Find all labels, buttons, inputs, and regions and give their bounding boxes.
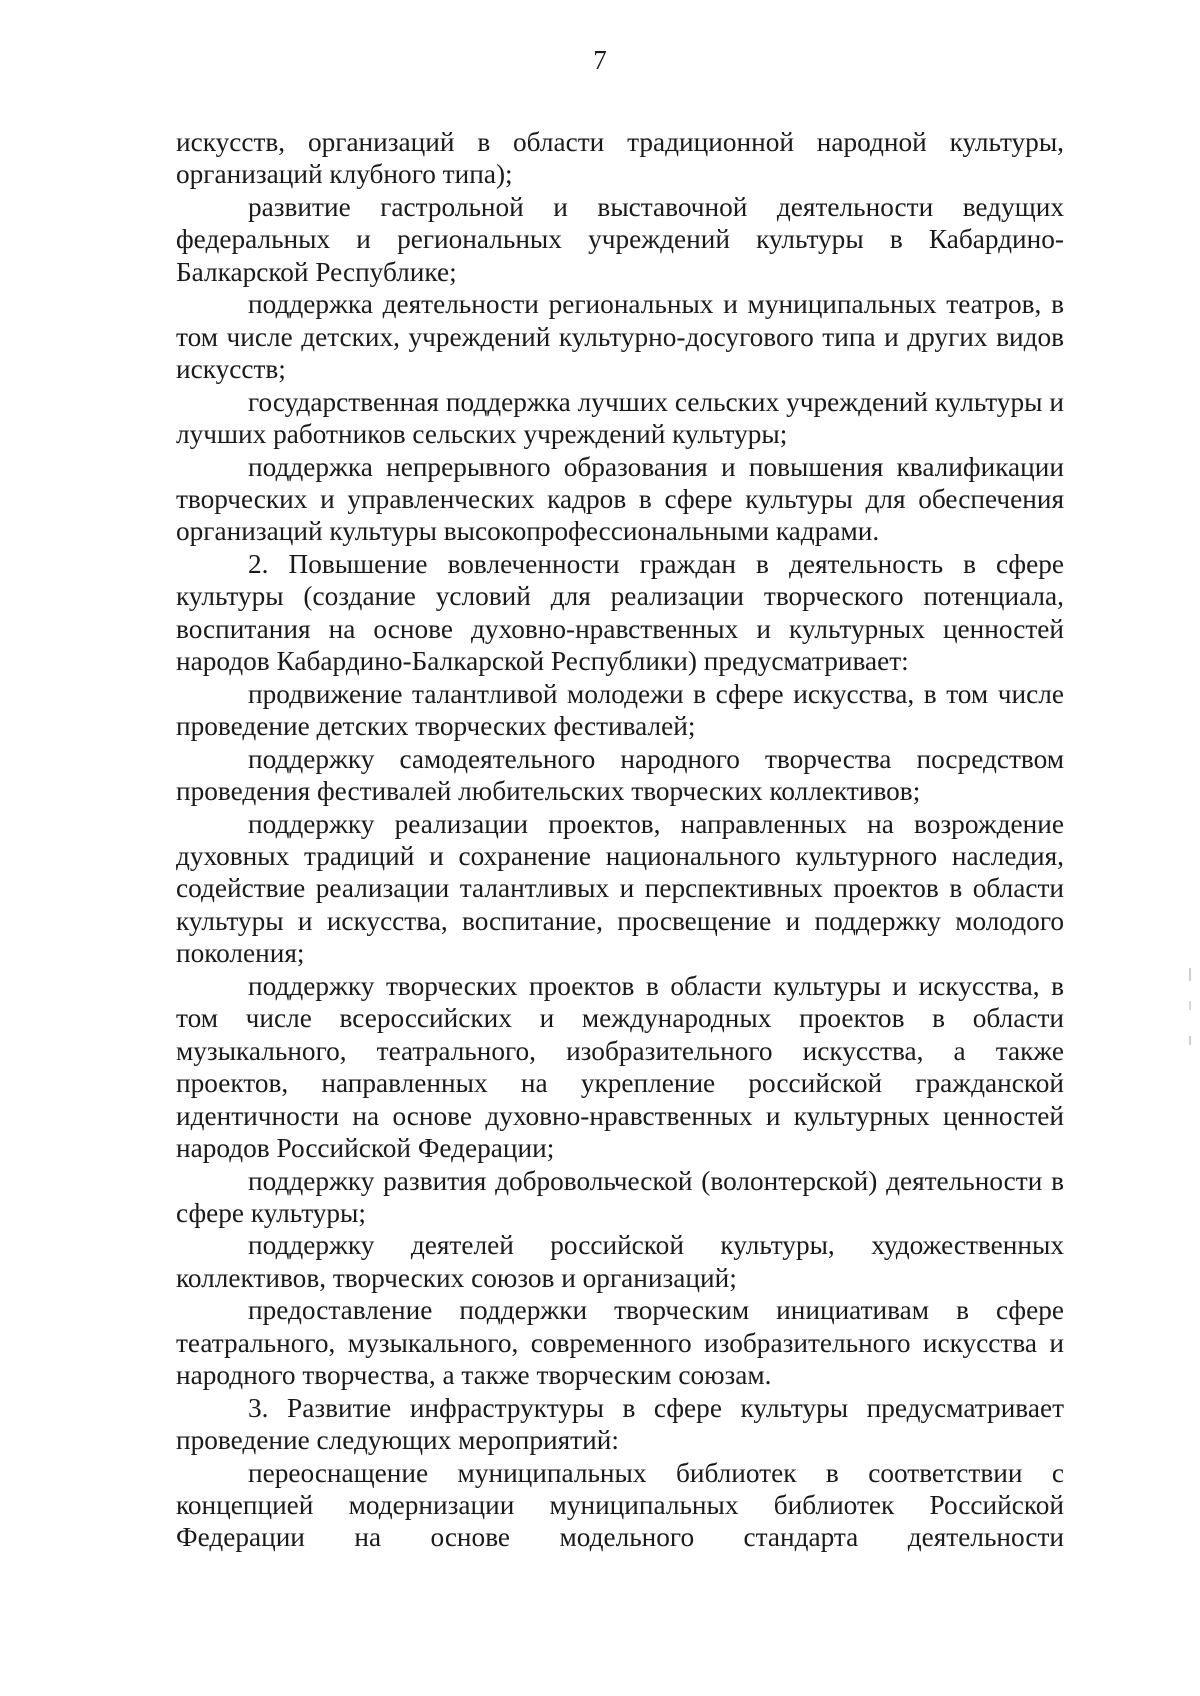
paragraph-spiritual-traditions: поддержку реализации проектов, направленных на возрождение духовных традиций и сохранение национального культурного наследия, содействие реализации талантливых и перспективных проектов в области культуры и искусства, воспитание, просвещение и поддержку молодого поколения; [176,808,1064,969]
paragraph-theatre-support: поддержка деятельности региональных и муниципальных театров, в том числе детских, учреждений культурно-досугового типа и других видов искусств; [176,289,1064,385]
page-number: 7 [593,45,607,75]
paragraph-volunteering: поддержку развития добровольческой (волонтерской) деятельности в сфере культуры; [176,1165,1064,1228]
scan-margin-mark [1189,968,1191,1078]
paragraph-continuation: искусств, организаций в области традиционной народной культуры, организаций клубного типа); [176,127,1064,190]
paragraph-library-reequipment: переоснащение муниципальных библиотек в соответствии с концепцией модернизации муниципальных библиотек Российской Федерации на основе модельного стандарта деятельности [176,1457,1064,1553]
paragraph-creative-projects: поддержку творческих проектов в области культуры и искусства, в том числе всероссийских и международных проектов в области музыкального, театрального, изобразительного искусства, а также проектов, направленных на укрепление российской гражданской идентичности на основе духовно-нравственных и культурных ценностей народов Российской Федерации; [176,970,1064,1164]
paragraph-cultural-figures: поддержку деятелей российской культуры, художественных коллективов, творческих союзов и организаций; [176,1230,1064,1293]
paragraph-creative-initiatives: предоставление поддержки творческим инициативам в сфере театрального, музыкального, современного изобразительного искусства и народного творчества, а также творческим союзам. [176,1295,1064,1391]
paragraph-touring-exhibitions: развитие гастрольной и выставочной деятельности ведущих федеральных и региональных учреждений культуры в Кабардино-Балкарской Республике; [176,191,1064,287]
paragraph-continuous-education: поддержка непрерывного образования и повышения квалификации творческих и управленческих кадров в сфере культуры для обеспечения организаций культуры высокопрофессиональными кадрами. [176,451,1064,547]
paragraph-section-2-heading: 2. Повышение вовлеченности граждан в деятельность в сфере культуры (создание условий для реализации творческого потенциала, воспитания на основе духовно-нравственных и культурных ценностей народов Кабардино-Балкарской Республики) предусматривает: [176,548,1064,677]
paragraph-talented-youth: продвижение талантливой молодежи в сфере искусства, в том числе проведение детских творческих фестивалей; [176,678,1064,742]
paragraph-rural-institutions: государственная поддержка лучших сельских учреждений культуры и лучших работников сельских учреждений культуры; [176,386,1064,450]
document-body [176,126,1064,1554]
paragraph-amateur-creativity: поддержку самодеятельного народного творчества посредством проведения фестивалей любительских творческих коллективов; [176,743,1064,807]
paragraph-section-3-heading: 3. Развитие инфраструктуры в сфере культуры предусматривает проведение следующих мероприятий: [176,1392,1064,1456]
